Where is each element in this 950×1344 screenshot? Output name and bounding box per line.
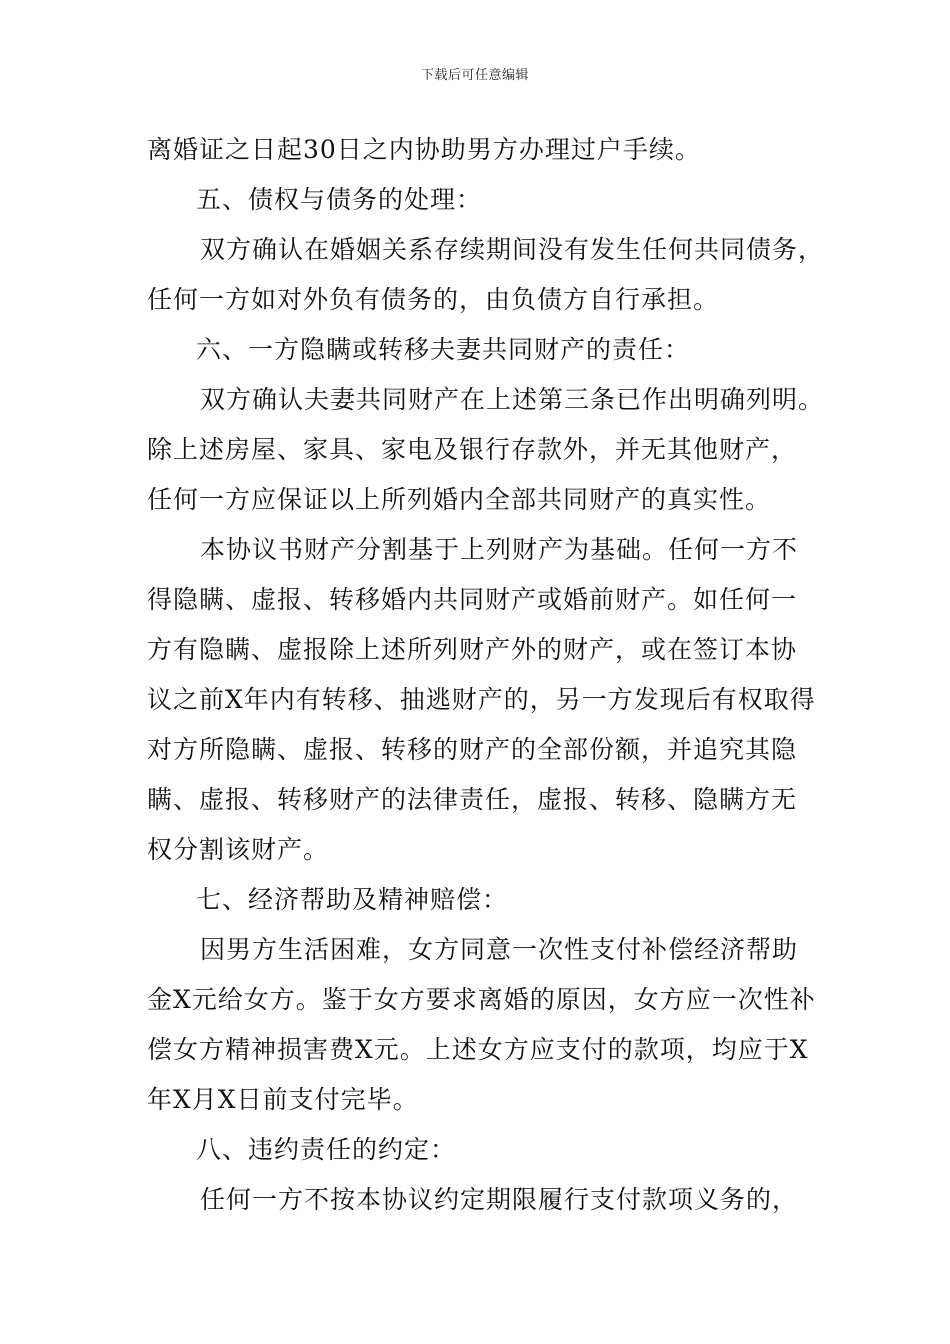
body-line: 任何一方不按本协议约定期限履行支付款项义务的，: [200, 1185, 799, 1214]
body-line: 偿女方精神损害费X元。上述女方应支付的款项，均应于X: [147, 1035, 809, 1064]
body-line: 议之前X年内有转移、抽逃财产的，另一方发现后有权取得: [147, 685, 816, 714]
body-line: 本协议书财产分割基于上列财产为基础。任何一方不: [200, 535, 799, 564]
body-line: 瞒、虚报、转移财产的法律责任，虚报、转移、隐瞒方无: [147, 785, 798, 814]
body-line: 金X元给女方。鉴于女方要求离婚的原因，女方应一次性补: [147, 985, 816, 1014]
body-line: 除上述房屋、家具、家电及银行存款外，并无其他财产，: [147, 435, 798, 464]
body-line: 得隐瞒、虚报、转移婚内共同财产或婚前财产。如任何一: [147, 585, 798, 614]
body-line: 方有隐瞒、虚报除上述所列财产外的财产，或在签订本协: [147, 635, 798, 664]
section-heading-7: 七、经济帮助及精神赔偿：: [196, 885, 509, 914]
body-line: 年X月X日前支付完毕。: [147, 1085, 419, 1114]
page-header: 下载后可任意编辑: [420, 68, 529, 83]
body-line: 任何一方如对外负有债务的，由负债方自行承担。: [147, 285, 720, 314]
section-heading-5: 五、债权与债务的处理：: [196, 185, 483, 214]
body-line: 双方确认在婚姻关系存续期间没有发生任何共同债务，: [200, 235, 825, 264]
section-heading-6: 六、一方隐瞒或转移夫妻共同财产的责任：: [196, 335, 691, 364]
body-line: 离婚证之日起30日之内协助男方办理过户手续。: [147, 135, 701, 164]
body-line: 权分割该财产。: [147, 835, 330, 864]
body-line: 双方确认夫妻共同财产在上述第三条已作出明确列明。: [200, 385, 825, 414]
body-line: 任何一方应保证以上所列婚内全部共同财产的真实性。: [147, 485, 772, 514]
body-line: 对方所隐瞒、虚报、转移的财产的全部份额，并追究其隐: [147, 735, 798, 764]
section-heading-8: 八、违约责任的约定：: [196, 1135, 457, 1164]
body-line: 因男方生活困难，女方同意一次性支付补偿经济帮助: [200, 935, 799, 964]
